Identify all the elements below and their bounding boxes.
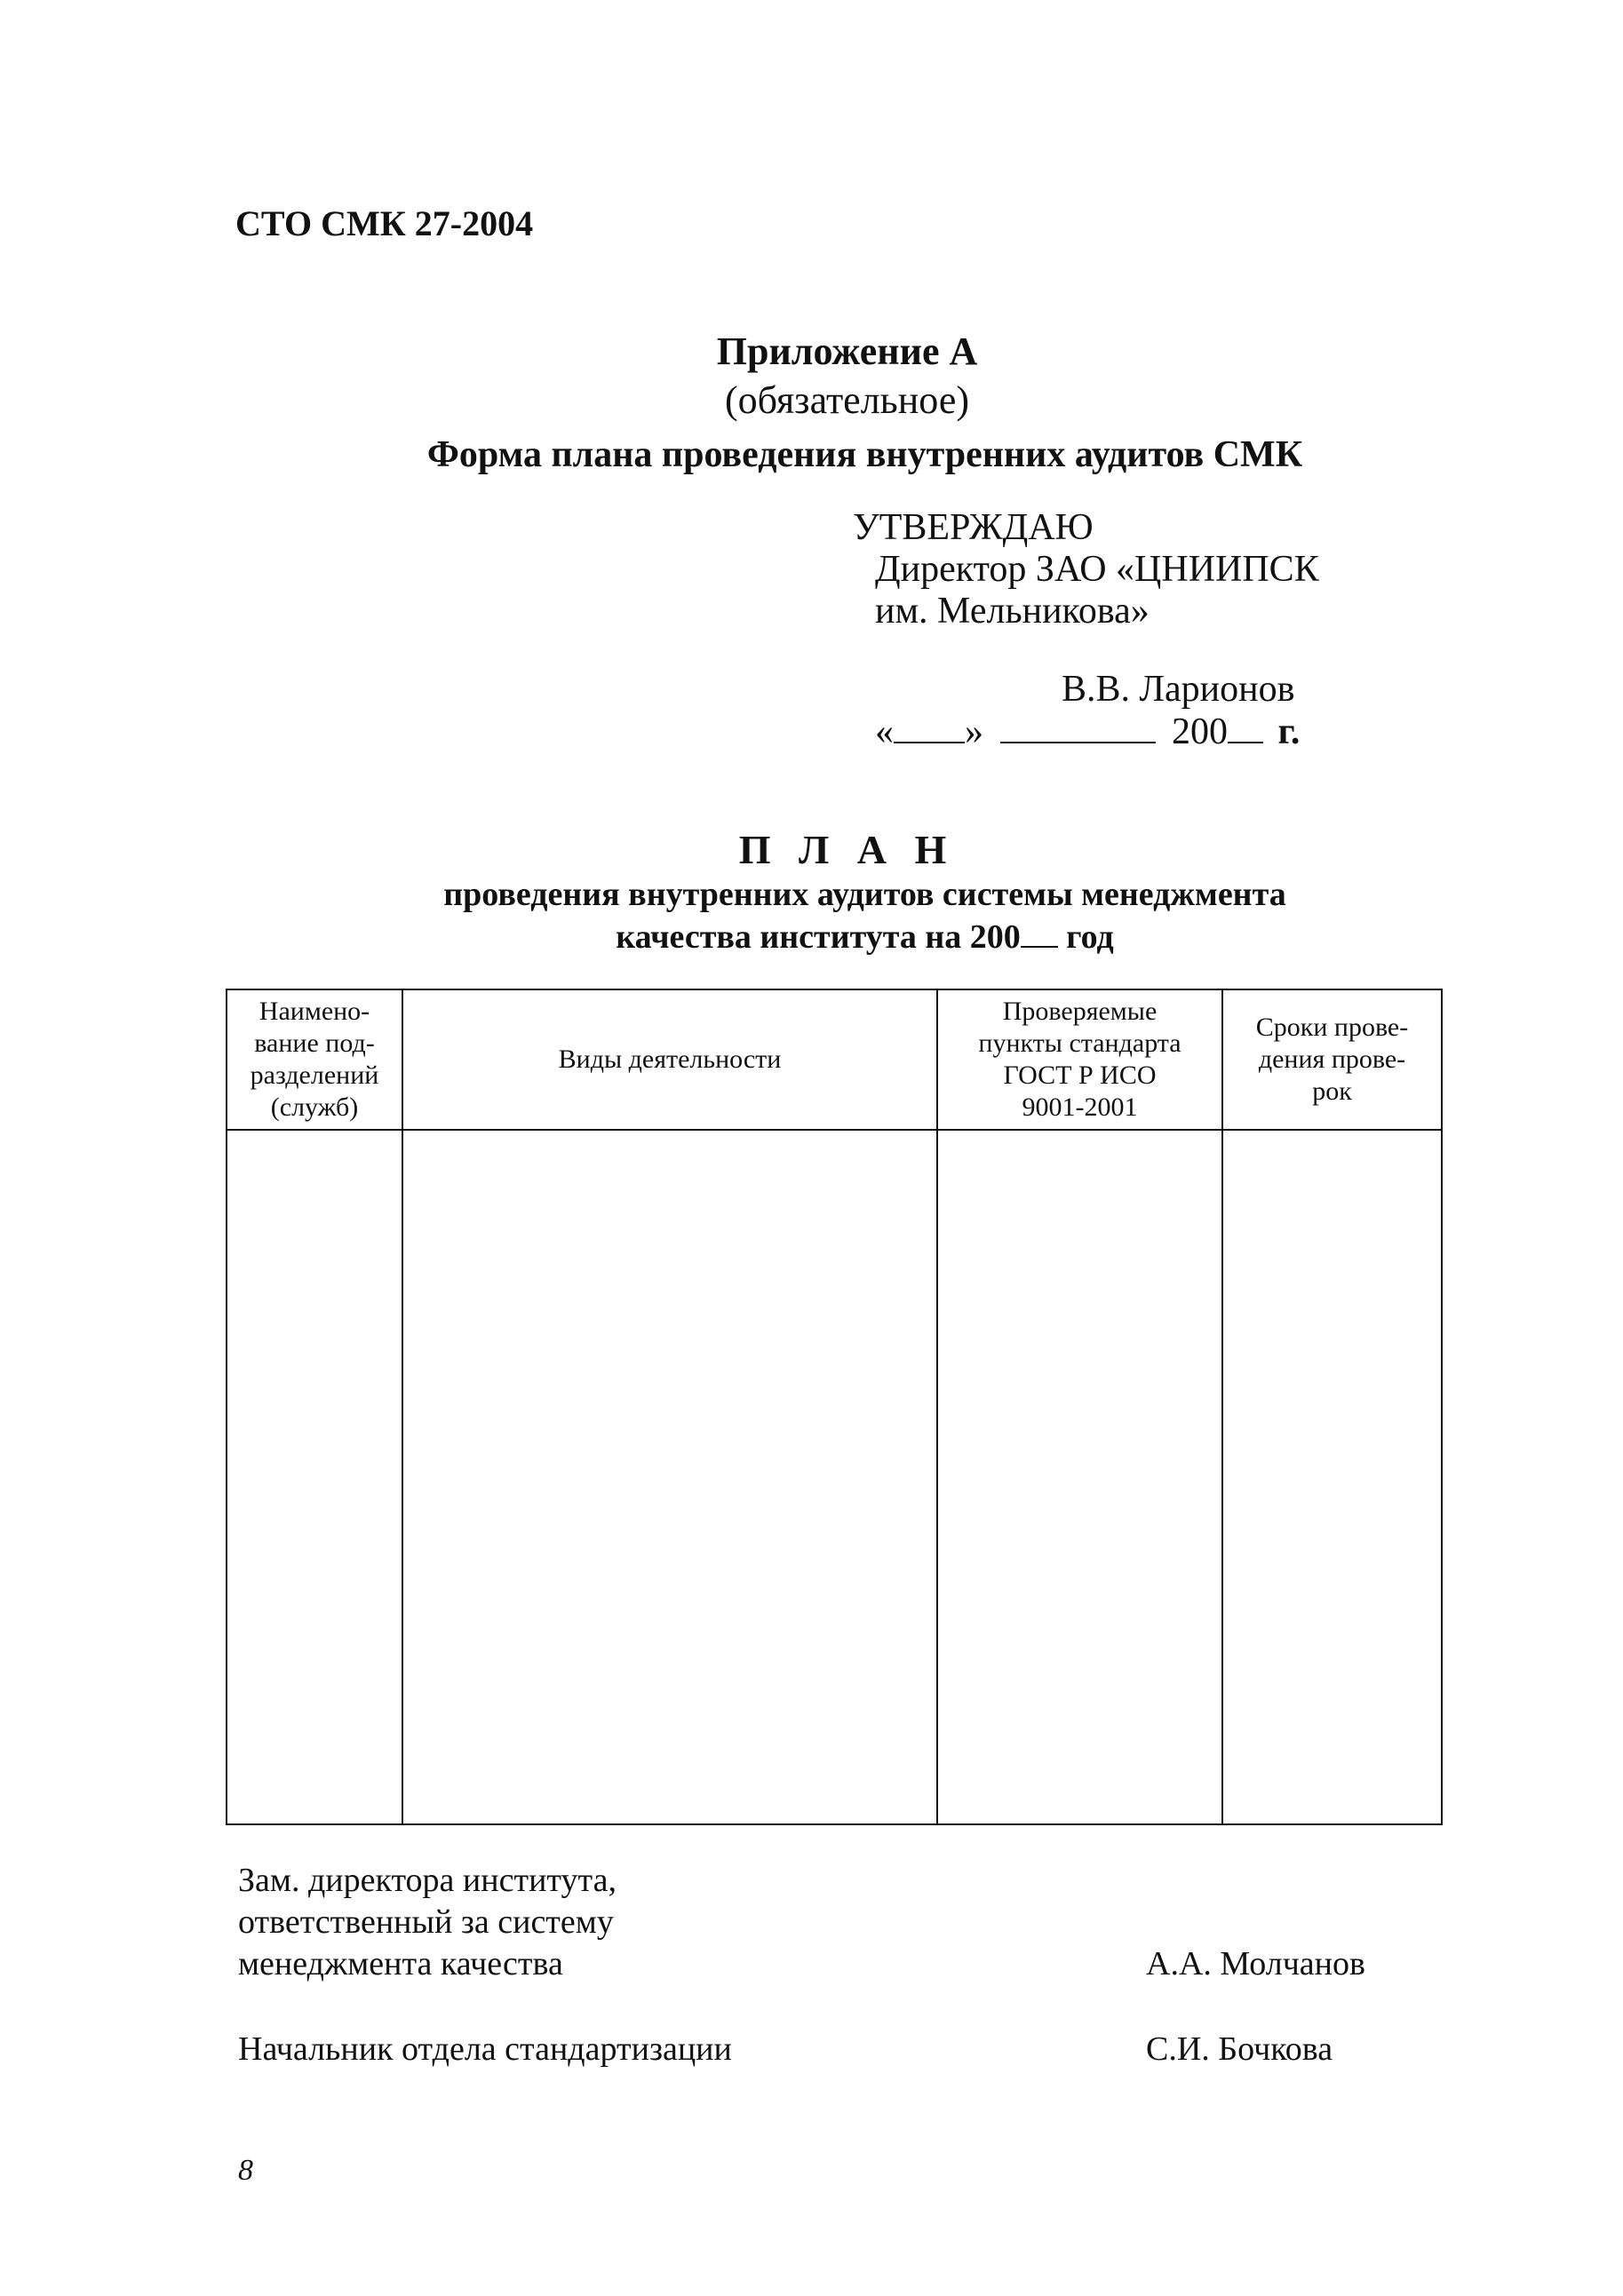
head-name: С.И. Бочкова bbox=[1146, 2030, 1333, 2068]
approval-signatory-name: В.В. Ларионов bbox=[1062, 669, 1295, 710]
date-suffix: г. bbox=[1277, 711, 1301, 752]
plan-subtitle-prefix: качества института на 200 bbox=[616, 918, 1021, 956]
appendix-title: Приложение А bbox=[716, 330, 978, 373]
plan-subtitle-line2 bbox=[0, 918, 1623, 957]
day-blank bbox=[894, 713, 965, 743]
header-activities: Виды деятельности bbox=[402, 989, 937, 1130]
document-code: СТО СМК 27-2004 bbox=[235, 203, 534, 243]
cell-activities[interactable] bbox=[402, 1130, 937, 1824]
cell-departments[interactable] bbox=[227, 1130, 402, 1824]
month-blank bbox=[1000, 713, 1156, 743]
audit-plan-table bbox=[226, 989, 1443, 1825]
form-title: Форма плана проведения внутренних аудитов СМК bbox=[426, 434, 1303, 475]
approval-date-line bbox=[875, 711, 1300, 753]
date-close-quote: » bbox=[965, 711, 983, 752]
head-title: Начальник отдела стандартизации bbox=[238, 2030, 732, 2068]
deputy-title-line3: менеджмента качества bbox=[238, 1945, 563, 1982]
deputy-name: А.А. Молчанов bbox=[1146, 1945, 1365, 1982]
date-year: 200 bbox=[1172, 711, 1228, 752]
plan-year-blank bbox=[1021, 921, 1058, 948]
approval-position-line1: Директор ЗАО «ЦНИИПСК bbox=[875, 549, 1319, 590]
year-blank bbox=[1228, 713, 1263, 743]
cell-audit-dates[interactable] bbox=[1222, 1130, 1442, 1824]
header-audit-dates: Сроки прове- дения прове- рок bbox=[1222, 989, 1442, 1130]
table-header-row bbox=[227, 989, 1442, 1130]
plan-subtitle-suffix: год bbox=[1066, 918, 1114, 956]
date-open-quote: « bbox=[875, 711, 894, 752]
cell-standard-clauses[interactable] bbox=[937, 1130, 1222, 1824]
plan-subtitle-line1: проведения внутренних аудитов системы менеджмента bbox=[443, 876, 1286, 913]
deputy-title-line1: Зам. директора института, bbox=[238, 1862, 617, 1899]
appendix-type: (обязательное) bbox=[725, 378, 969, 422]
table-row bbox=[227, 1130, 1442, 1824]
header-departments: Наимено- вание под- разделений (служб) bbox=[227, 989, 402, 1130]
plan-title: П Л А Н bbox=[738, 827, 956, 872]
deputy-title-line2: ответственный за систему bbox=[238, 1903, 614, 1941]
page-number: 8 bbox=[238, 2154, 253, 2187]
header-standard-clauses: Проверяемые пункты стандарта ГОСТ Р ИСО 9001-2001 bbox=[937, 989, 1222, 1130]
approval-position-line2: им. Мельникова» bbox=[875, 591, 1150, 632]
approval-heading: УТВЕРЖДАЮ bbox=[853, 507, 1094, 548]
